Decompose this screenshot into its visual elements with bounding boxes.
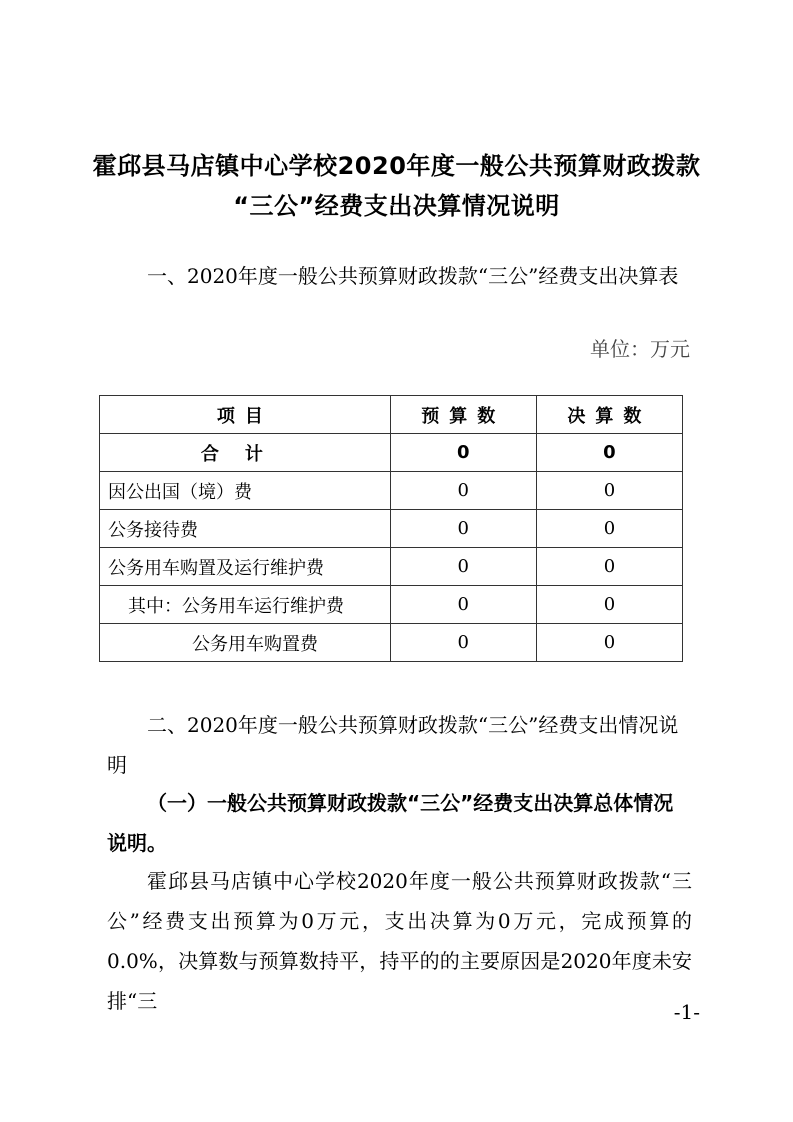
row-final: 0 xyxy=(536,586,682,624)
table-row xyxy=(100,548,683,586)
header-item: 项目 xyxy=(100,396,391,434)
row-label: 公务接待费 xyxy=(100,510,391,548)
page-number: -1- xyxy=(673,1000,700,1024)
document-title-line2: “三公”经费支出决算情况说明 xyxy=(233,192,560,220)
row-final: 0 xyxy=(536,548,682,586)
row-final: 0 xyxy=(536,472,682,510)
section2-body-paragraph: 霍邱县马店镇中心学校2020年度一般公共预算财政拨款“三公”经费支出预算为0万元，支出决算为0万元，完成预算的0.0%，决算数与预算数持平，持平的的主要原因是2020年度未安排“三 xyxy=(107,869,692,1013)
section2-heading: 二、2020年度一般公共预算财政拨款“三公”经费支出情况说明 xyxy=(107,713,679,777)
total-final: 0 xyxy=(536,434,682,472)
row-label: 其中：公务用车运行维护费 xyxy=(100,586,391,624)
row-label: 公务用车购置费 xyxy=(100,624,391,662)
row-label: 因公出国（境）费 xyxy=(100,472,391,510)
total-budget: 0 xyxy=(390,434,536,472)
section1-heading: 一、2020年度一般公共预算财政拨款“三公”经费支出决算表 xyxy=(147,264,679,288)
table-header-row xyxy=(100,396,683,434)
table-row xyxy=(100,624,683,662)
header-budget: 预算数 xyxy=(390,396,536,434)
row-final: 0 xyxy=(536,510,682,548)
row-budget: 0 xyxy=(390,510,536,548)
document-title-line1: 霍邱县马店镇中心学校2020年度一般公共预算财政拨款 xyxy=(92,152,701,180)
unit-label: 单位：万元 xyxy=(590,337,690,361)
row-label: 公务用车购置及运行维护费 xyxy=(100,548,391,586)
total-label: 合计 xyxy=(100,434,391,472)
table-row xyxy=(100,472,683,510)
row-budget: 0 xyxy=(390,548,536,586)
row-budget: 0 xyxy=(390,472,536,510)
row-budget: 0 xyxy=(390,624,536,662)
row-final: 0 xyxy=(536,624,682,662)
expense-table xyxy=(99,395,683,662)
section2-sub1-heading: （一）一般公共预算财政拨款“三公”经费支出决算总体情况说明。 xyxy=(107,791,674,855)
table-row xyxy=(100,586,683,624)
table-total-row xyxy=(100,434,683,472)
table-row xyxy=(100,510,683,548)
row-budget: 0 xyxy=(390,586,536,624)
header-final: 决算数 xyxy=(536,396,682,434)
